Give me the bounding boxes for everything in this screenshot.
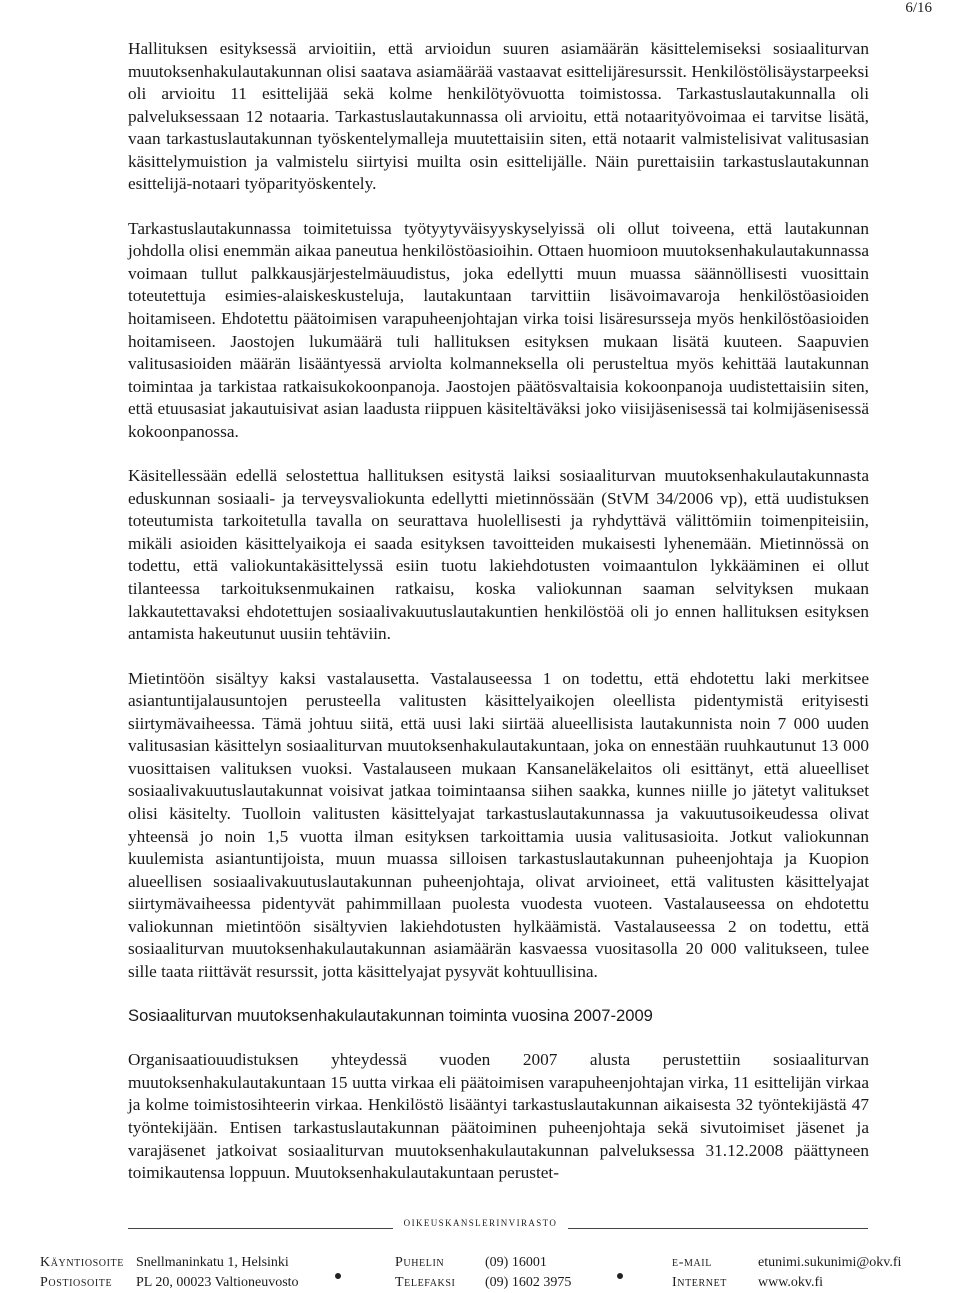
footer-address-values <box>136 1253 299 1293</box>
footer-contact-values <box>758 1253 901 1293</box>
footer-rule-right <box>568 1228 868 1229</box>
web-link[interactable]: www.okv.fi <box>758 1275 824 1290</box>
visit-address-label: Käyntiosoite <box>40 1255 124 1270</box>
phone-label: Puhelin <box>395 1255 445 1270</box>
paragraph-2: Tarkastuslautakunnassa toimitetuissa työtyytyväisyyskyselyissä oli ollut toiveena, että lautakunnan johdolla olisi enemmän aikaa paneutua henkilöstöasioihin. Ottaen huomioon muutoksenhakulautakunnassa voimaan tullut palkkausjärjestelmäuudistus, joka edellytti muun muassa säännöllisesti vuosittain toteutettuja esimies-alaiskeskusteluja, lautakuntaan tarvittiin lisävoimavaroja henkilöstöasioiden hoitamiseen. Ehdotettu päätoimisen varapuheenjohtajan virka toisi lisäresursseja myös henkilöstöasioiden hoitamiseen. Jaostojen lukumäärä tuli hallituksen esityksen mukaan lisätä kuuteen. Saapuvien valitusasioiden määrän lisääntyessä arviolta kolmanneksella oli perusteltua myös kehittää lautakunnan toimintaa ja tarkistaa ratkaisukokoonpanoja. Jaostojen päätösvaltaisia kokoonpanoja uudistettaisiin siten, että etuusasiat jakautuisivat asian laadusta riippuen käsiteltäväksi joko viisijäsenisessä tai kolmijäsenisessä kokoonpanossa. <box>128 218 869 441</box>
footer-contact-labels <box>672 1253 727 1293</box>
paragraph-5: Organisaatiouudistuksen yhteydessä vuoden 2007 alusta perustettiin sosiaaliturvan muutoksenhakulautakuntaan 15 uutta virkaa eli päätoimisen varapuheenjohtajan virka, 11 esittelijän virkaa ja kolme toimistosihteerin virkaa. Henkilöstö lisääntyi tarkastuslautakunnan aikaisesta 32 työntekijästä 47 työntekijään. Entisen tarkastuslautakunnan päätoiminen puheenjohtaja sekä sivutoimiset jäsenet ja varajäsenet jatkoivat sosiaaliturvan muutoksenhakulautakunnan palveluksessa 31.12.2008 päättyneen toimikautensa loppuun. Muutoksenhakulautakuntaan perustet- <box>128 1050 869 1183</box>
visit-address-value: Snellmaninkatu 1, Helsinki <box>136 1255 289 1270</box>
paragraph-1: Hallituksen esityksessä arvioitiin, että arvioidun suuren asiamäärän käsittelemiseksi sosiaaliturvan muutoksenhakulautakunnan olisi saatava asiamäärää vastaavat esittelijäresurssit. Henkilöstölisäystarpeeksi oli arvioitu 11 esittelijää sekä kolme henkilötyövuotta toimistossa. Tarkastuslautakunnalla oli palveluksessaan 12 notaaria. Tarkastuslautakunnassa oli arvioitu, että notaarityövoimaa ei tarvitse lisätä, vaan tarkastuslautakunnan työskentelymalleja muutettaisiin siten, että notaarit valmistelisivat valitusasian käsittelymuistion ja valmistelu siirtyisi muilta osin esittelijälle. Näin purettaisiin tarkastuslautakunnan esittelijä-notaari työparityöskentely. <box>128 39 869 194</box>
footer-bullet-icon <box>617 1273 623 1279</box>
footer-brand: oikeuskanslerinvirasto <box>403 1214 558 1229</box>
document-body <box>128 38 869 1207</box>
web-label: Internet <box>672 1275 728 1290</box>
email-value[interactable]: etunimi.sukunimi@okv.fi <box>758 1255 902 1270</box>
footer-bullet-icon <box>335 1273 341 1279</box>
phone-value: (09) 16001 <box>485 1255 547 1270</box>
fax-value: (09) 1602 3975 <box>485 1275 572 1290</box>
footer-phone-values <box>485 1253 571 1293</box>
fax-label: Telefaksi <box>395 1275 456 1290</box>
page-number: 6/16 <box>905 0 932 16</box>
email-label: e-mail <box>672 1255 712 1270</box>
post-address-value: PL 20, 00023 Valtioneuvosto <box>136 1275 299 1290</box>
post-address-label: Postiosoite <box>40 1275 113 1290</box>
footer-phone-labels <box>395 1253 455 1293</box>
footer-address-labels <box>40 1253 124 1293</box>
paragraph-4: Mietintöön sisältyy kaksi vastalausetta. Vastalauseessa 1 on todettu, että ehdotettu laki merkitsee asiantuntijalausuntojen perusteella valitusten käsittelyaikojen oleellista pidentymistä erityisesti siirtymävaiheessa. Tämä johtuu siitä, että uusi laki siirtää alueellisista lautakunnista noin 7 000 uuden valitusasian käsittelyn sosiaaliturvan muutoksenhakulautakuntaan, joka on ennestään ruuhkautunut 13 000 vuosittaisen valituksen vuoksi. Vastalauseen mukaan Kansaneläkelaitos oli esittänyt, että alueelliset sosiaalivakuutuslautakunnat voisivat jatkaa toimintaansa siihen saakka, kunnes niille jo jätetyt valitukset olisi käsitelty. Tuolloin valitusten käsittelyajat tarkastuslautakunnassa ja vakuutusoikeudessa olivat yhteensä jo noin 1,5 vuotta ilman esityksen tarkoittamia uusia valitusasioita. Jotkut valiokunnan kuulemista asiantuntijoista, muun muassa silloisen tarkastuslautakunnan puheenjohtaja ja Kuopion alueellisen sosiaalivakuutuslautakunnan puheenjohtaja, olivat arvioineet, että valitusten käsittelyajat siirtymävaiheessa pidentyvät pahimmillaan puolesta vuodesta vuoteen. Vastalauseessa on ehdotettu valiokunnan mietintöön sisältyvien lakiehdotusten hylkäämistä. Vastalauseessa 2 on todettu, että sosiaaliturvan muutoksenhakulautakunnan asiamäärän kasvaessa vuositasolla 20 000 valitukseen, tulee sille taata riittävät resurssit, jotta käsittelyajat pysyvät kohtuullisina. <box>128 668 869 981</box>
page-footer <box>0 1208 960 1291</box>
paragraph-3: Käsitellessään edellä selostettua hallituksen esitystä laiksi sosiaaliturvan muutoksenhakulautakunnasta eduskunnan sosiaali- ja terveysvaliokunta edellytti mietinnössään (StVM 34/2006 vp), että uudistuksen toteutumista tarkoitetulla tavalla on seurattava huolellisesti ja ryhdyttävä välittömiin toimenpiteisiin, mikäli asioiden käsittelyaikoja ei saada esityksen tavoitteiden mukaisesti lyhenemään. Mietinnössä on todettu, että valiokuntakäsittelyssä esiin tuotu lakiehdotusten voimaantulon lykkääminen ei ollut tilanteessa tarkoituksenmukainen ratkaisu, koska valiokunnan saaman selvityksen mukaan lakkautettavaksi ehdotettujen sosiaalivakuutuslautakuntien henkilöstöä oli jo ennen hallituksen esityksen antamista hakeutunut uusiin tehtäviin. <box>128 466 869 644</box>
footer-rule-left <box>128 1228 393 1229</box>
section-heading: Sosiaaliturvan muutoksenhakulautakunnan toiminta vuosina 2007-2009 <box>128 1006 653 1026</box>
